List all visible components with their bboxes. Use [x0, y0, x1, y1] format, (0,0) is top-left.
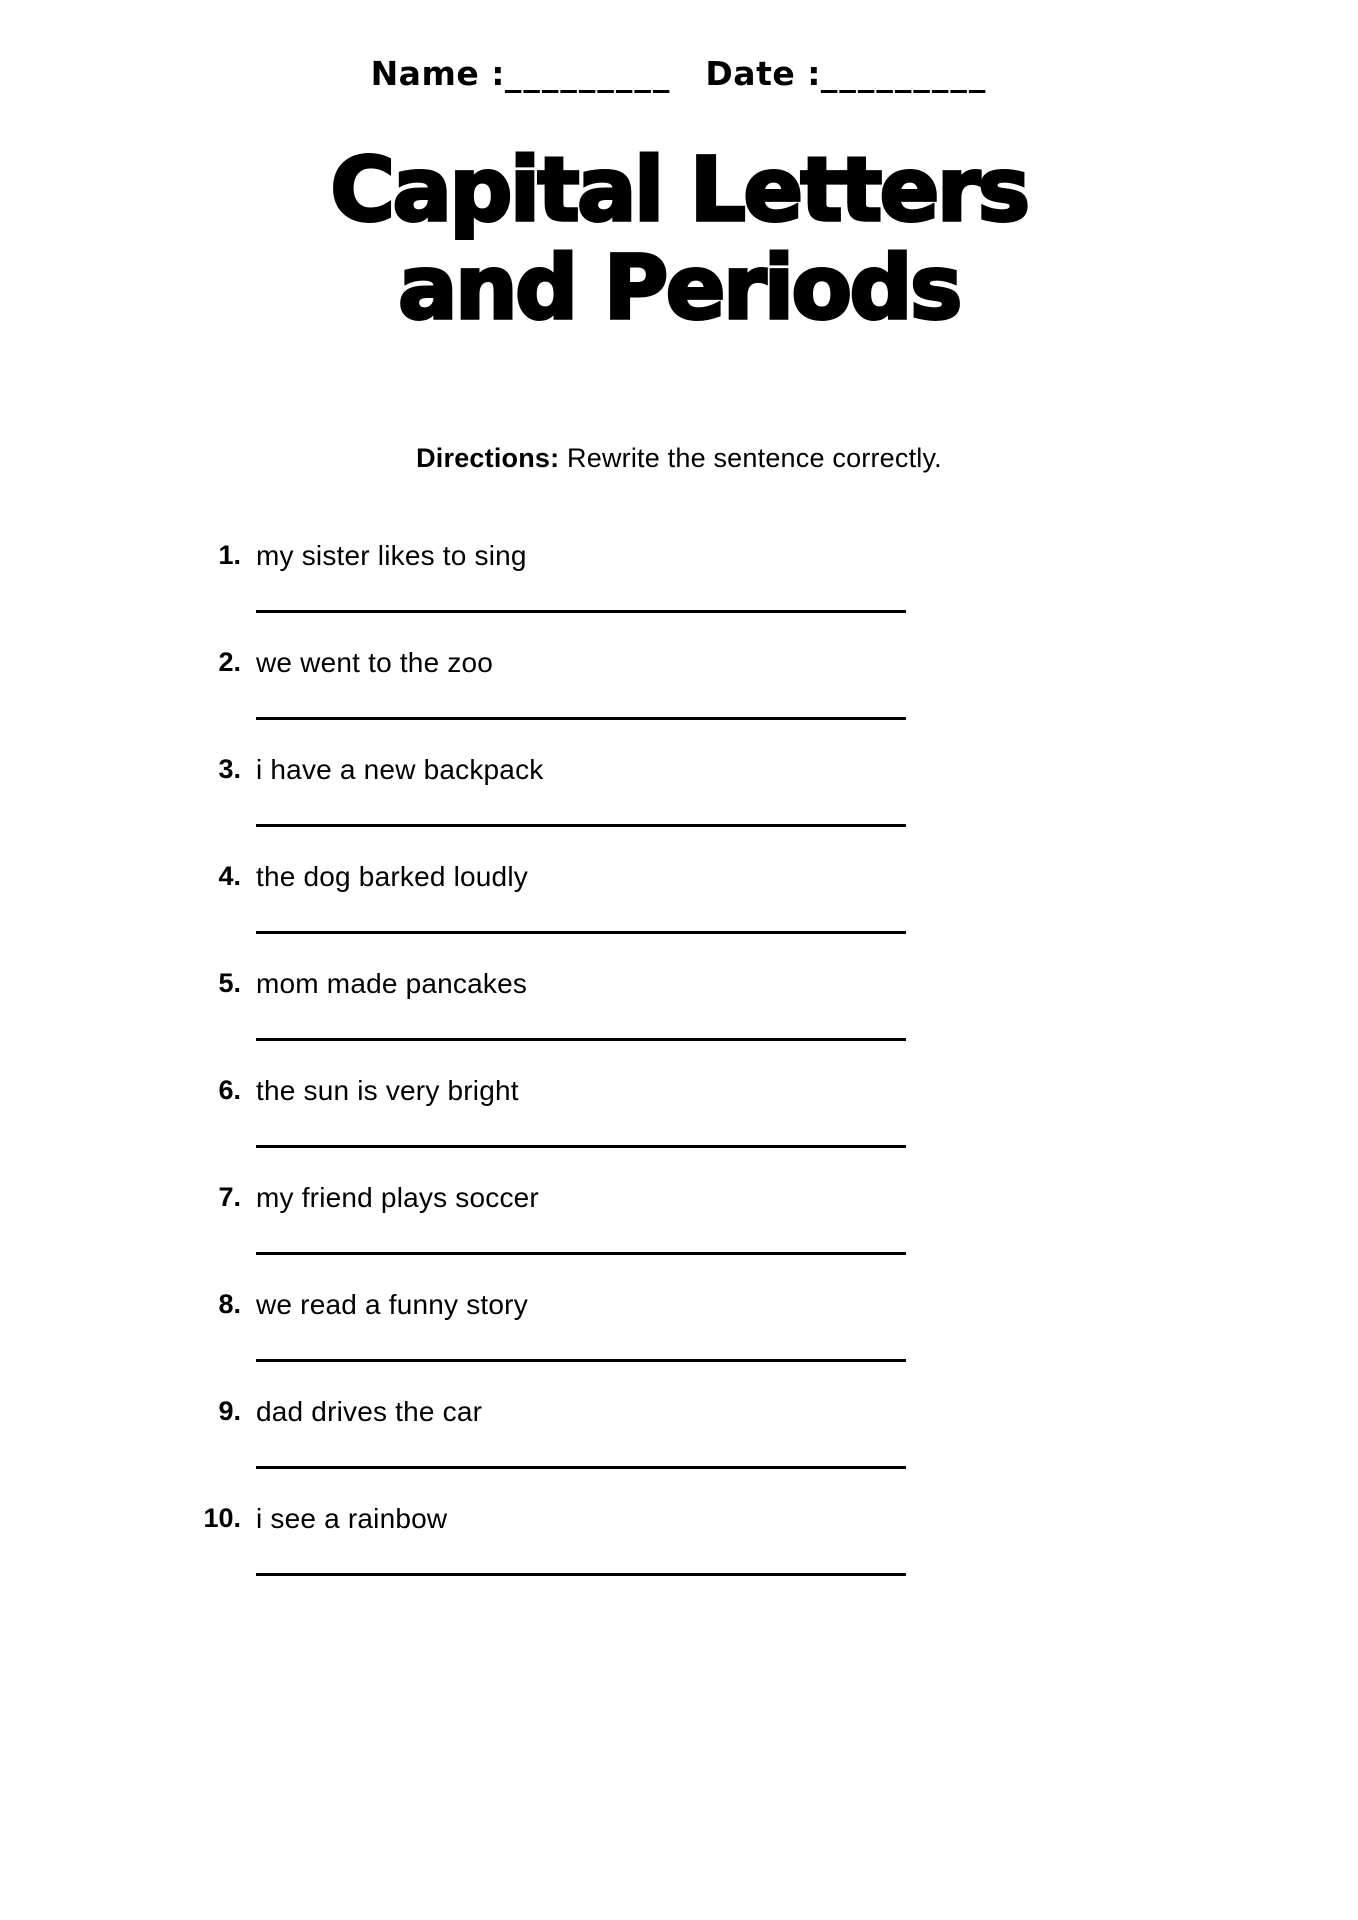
- question-number: 4.: [218, 861, 241, 891]
- question-number: 2.: [218, 647, 241, 677]
- question-item: [0, 1075, 1358, 1182]
- question-item: [0, 1396, 1358, 1503]
- question-sentence: i have a new backpack: [256, 754, 544, 785]
- question-sentence: dad drives the car: [256, 1396, 483, 1427]
- question-number: 1.: [218, 540, 241, 570]
- directions: [0, 443, 1358, 474]
- question-item: [0, 754, 1358, 861]
- question-sentence: we read a funny story: [256, 1289, 528, 1320]
- answer-write-line[interactable]: [256, 1573, 906, 1576]
- question-item: [0, 540, 1358, 647]
- question-prompt: [0, 1503, 1358, 1543]
- question-item: [0, 1503, 1358, 1610]
- question-prompt: [0, 1182, 1358, 1222]
- question-number: 9.: [218, 1396, 241, 1426]
- answer-write-line[interactable]: [256, 1252, 906, 1255]
- directions-text: Rewrite the sentence correctly.: [559, 443, 942, 473]
- question-prompt: [0, 647, 1358, 687]
- question-number: 5.: [218, 968, 241, 998]
- answer-write-line[interactable]: [256, 1466, 906, 1469]
- question-prompt: [0, 1289, 1358, 1329]
- question-item: [0, 1289, 1358, 1396]
- answer-write-line[interactable]: [256, 931, 906, 934]
- page-title: [0, 138, 1358, 340]
- question-number: 7.: [218, 1182, 241, 1212]
- question-sentence: the sun is very bright: [256, 1075, 519, 1106]
- question-item: [0, 861, 1358, 968]
- question-item: [0, 647, 1358, 754]
- question-number: 8.: [218, 1289, 241, 1319]
- answer-write-line[interactable]: [256, 824, 906, 827]
- date-field: [705, 54, 987, 93]
- question-prompt: [0, 1396, 1358, 1436]
- question-sentence: my friend plays soccer: [256, 1182, 539, 1213]
- answer-write-line[interactable]: [256, 610, 906, 613]
- answer-write-line[interactable]: [256, 1038, 906, 1041]
- question-sentence: i see a rainbow: [256, 1503, 448, 1534]
- question-number: 10.: [203, 1503, 241, 1533]
- question-number: 3.: [218, 754, 241, 784]
- name-blank-line[interactable]: _________: [504, 54, 672, 93]
- name-date-header: [0, 54, 1358, 93]
- name-field: [371, 54, 672, 93]
- title-line-1: Capital Letters: [330, 138, 1028, 241]
- question-prompt: [0, 1075, 1358, 1115]
- question-prompt: [0, 754, 1358, 794]
- answer-write-line[interactable]: [256, 1145, 906, 1148]
- question-sentence: my sister likes to sing: [256, 540, 527, 571]
- question-sentence: mom made pancakes: [256, 968, 528, 999]
- question-prompt: [0, 540, 1358, 580]
- question-item: [0, 1182, 1358, 1289]
- title-line-2: and Periods: [398, 236, 960, 340]
- question-sentence: the dog barked loudly: [256, 861, 528, 892]
- question-prompt: [0, 968, 1358, 1008]
- question-prompt: [0, 861, 1358, 901]
- directions-label: Directions:: [416, 443, 560, 473]
- question-sentence: we went to the zoo: [256, 647, 494, 678]
- name-label: Name :: [370, 54, 505, 93]
- question-number: 6.: [218, 1075, 241, 1105]
- date-blank-line[interactable]: _________: [820, 54, 988, 93]
- question-list: [0, 540, 1358, 1610]
- answer-write-line[interactable]: [256, 717, 906, 720]
- answer-write-line[interactable]: [256, 1359, 906, 1362]
- question-item: [0, 968, 1358, 1075]
- date-label: Date :: [705, 54, 821, 93]
